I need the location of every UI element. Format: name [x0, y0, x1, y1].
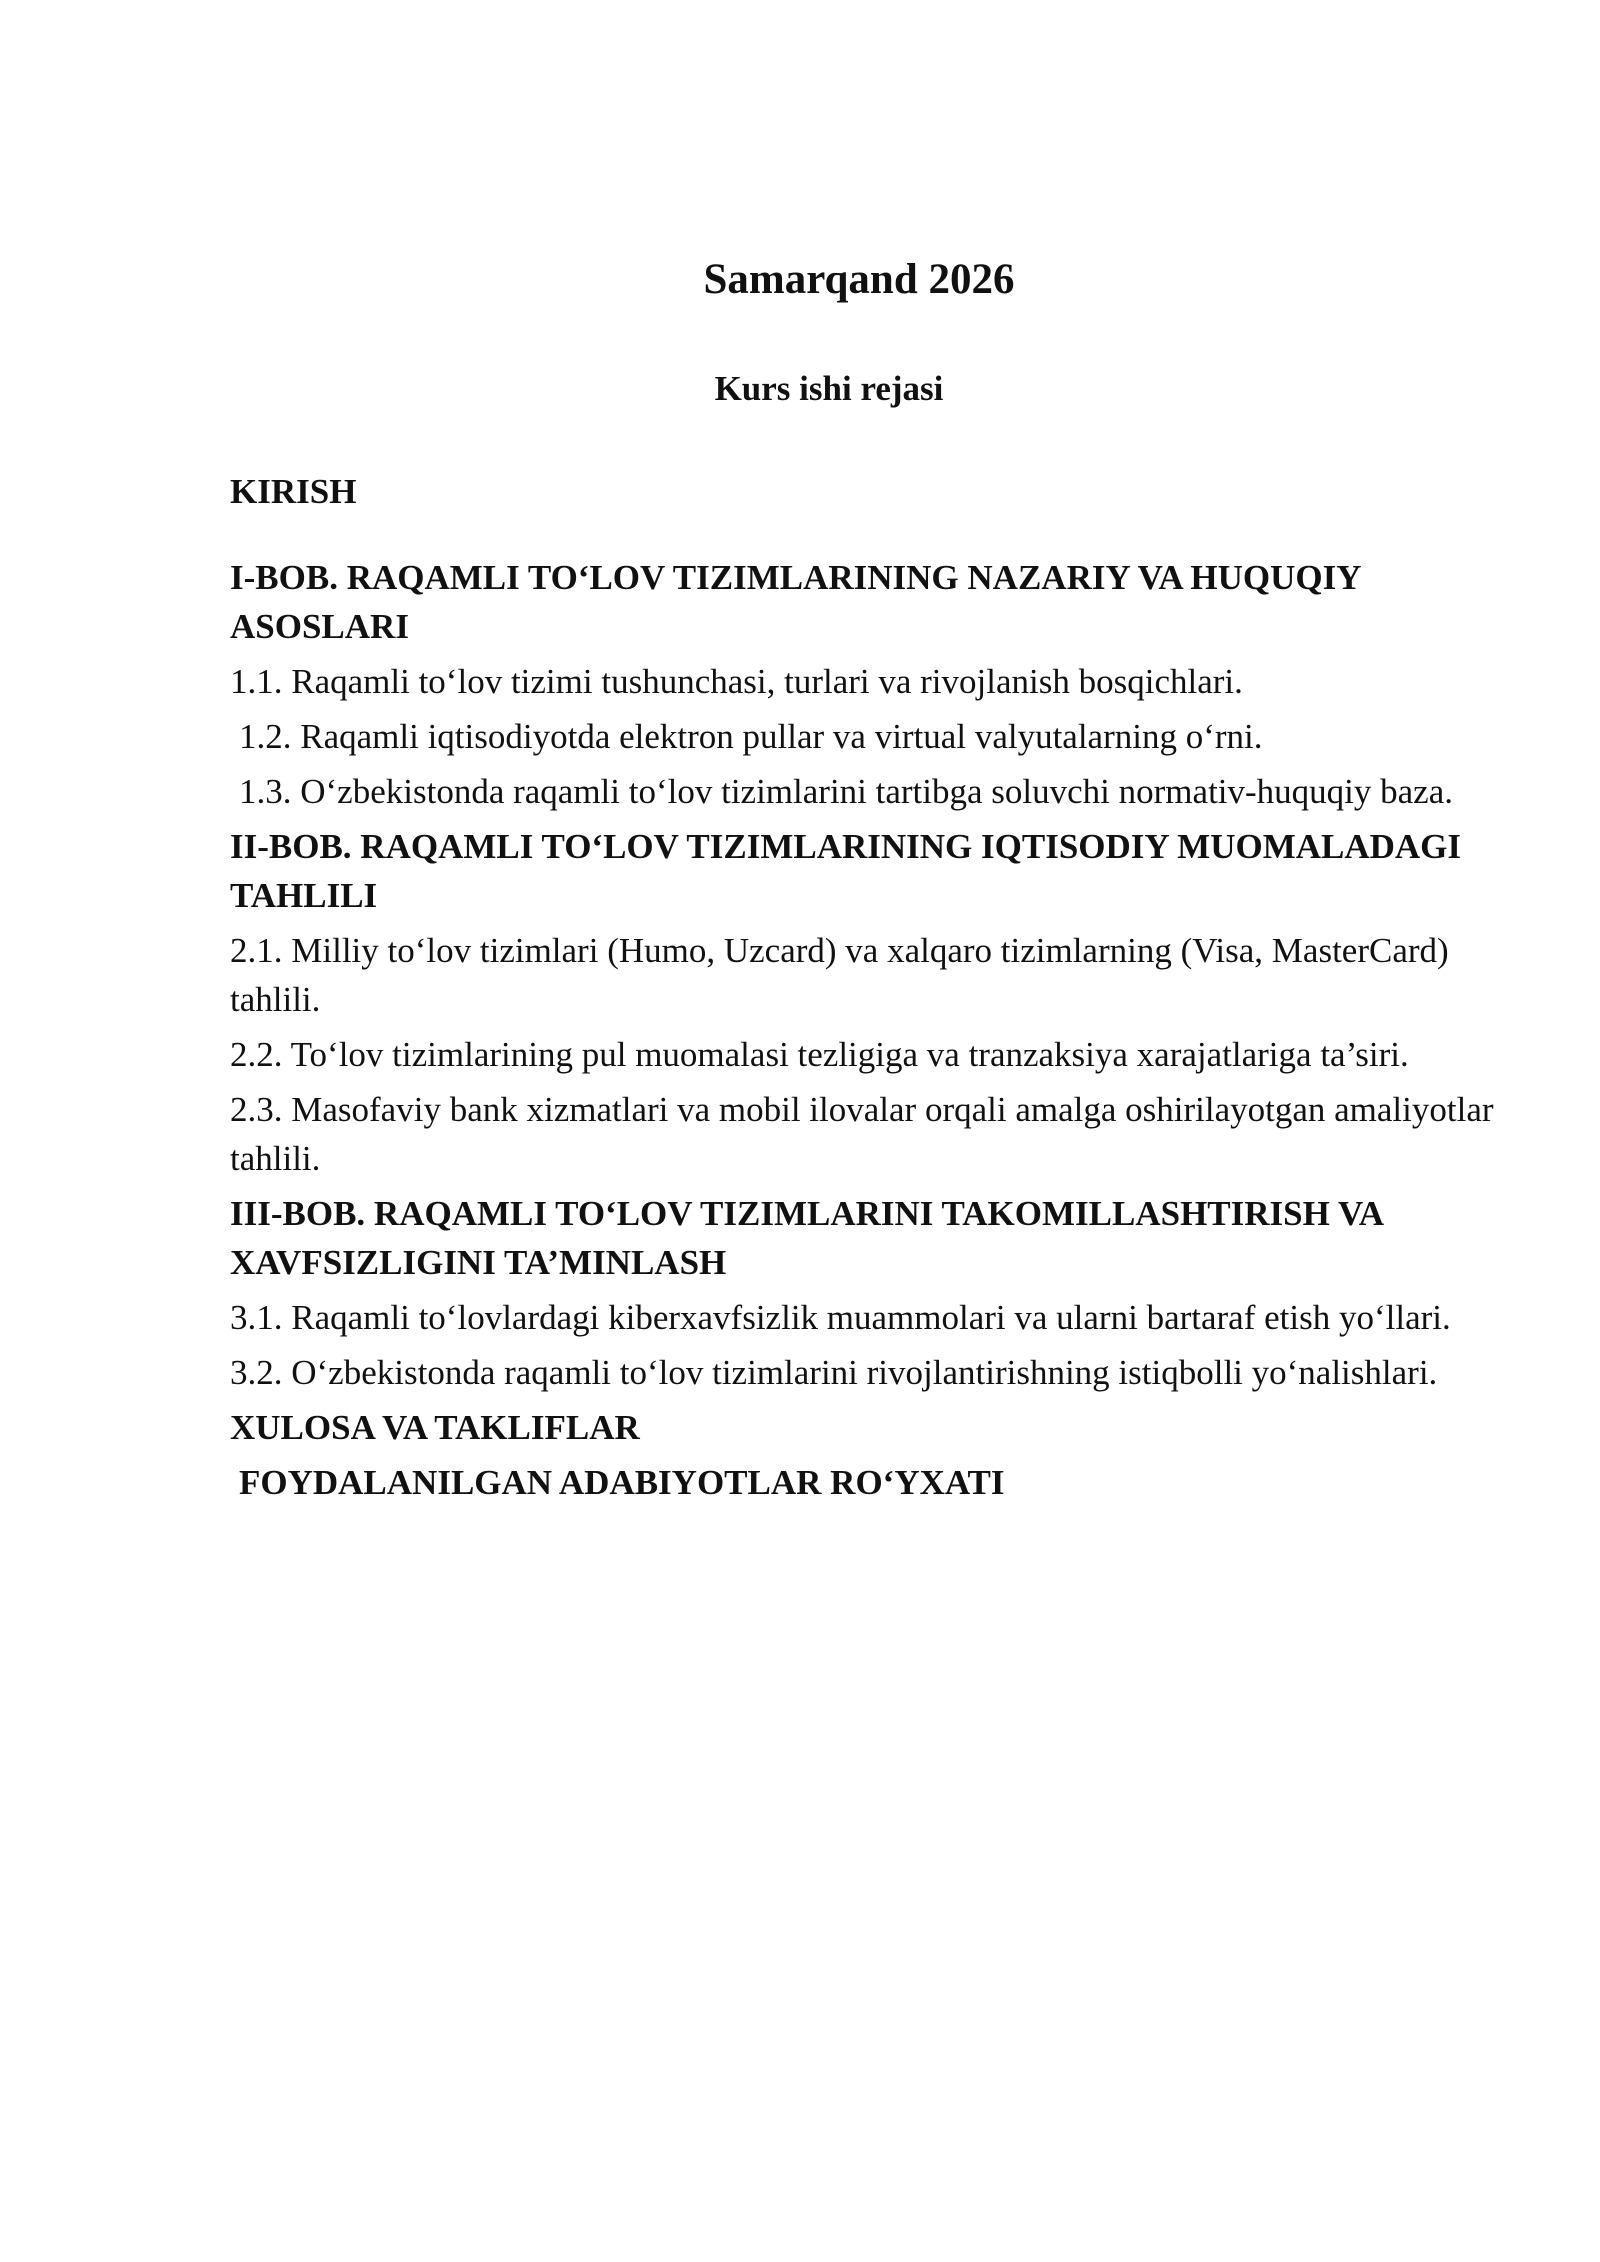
plan-title: Kurs ishi rejasi [714, 369, 944, 408]
section-2-2: 2.2. To‘lov tizimlarining pul muomalasi tezligiga va tranzaksiya xarajatlariga ta’siri. [230, 1035, 1409, 1074]
section-1-2: 1.2. Raqamli iqtisodiyotda elektron pullar va virtual valyutalarning o‘rni. [239, 717, 1263, 756]
chapter-2-heading: II-BOB. RAQAMLI TO‘LOV TIZIMLARINING IQTISODIY MUOMALADAGI TAHLILI [230, 827, 1462, 915]
section-3-1: 3.1. Raqamli to‘lovlardagi kiberxavfsizlik muammolari va ularni bartaraf etish yo‘llari. [230, 1298, 1451, 1337]
table-of-contents [230, 467, 1510, 1513]
chapter-3-heading: III-BOB. RAQAMLI TO‘LOV TIZIMLARINI TAKOMILLASHTIRISH VA XAVFSIZLIGINI TA’MINLASH [230, 1194, 1383, 1282]
chapter-1-heading: I-BOB. RAQAMLI TO‘LOV TIZIMLARINING NAZARIY VA HUQUQIY ASOSLARI [230, 558, 1361, 646]
section-2-1: 2.1. Milliy to‘lov tizimlari (Humo, Uzcard) va xalqaro tizimlarning (Visa, MasterCard) tahlili. [230, 931, 1449, 1019]
section-1-1: 1.1. Raqamli to‘lov tizimi tushunchasi, turlari va rivojlanish bosqichlari. [230, 662, 1243, 701]
city-year: Samarqand 2026 [703, 256, 1015, 303]
section-1-3: 1.3. O‘zbekistonda raqamli to‘lov tizimlarini tartibga soluvchi normativ-huquqiy baza. [239, 772, 1453, 811]
section-3-2: 3.2. O‘zbekistonda raqamli to‘lov tizimlarini rivojlantirishning istiqbolli yo‘nalishlari. [230, 1353, 1438, 1392]
intro-heading: KIRISH [230, 472, 357, 511]
section-2-3: 2.3. Masofaviy bank xizmatlari va mobil ilovalar orqali amalga oshirilayotgan amaliyotlar tahlili. [230, 1090, 1494, 1178]
references-heading: FOYDALANILGAN ADABIYOTLAR RO‘YXATI [239, 1463, 1005, 1502]
conclusion-heading: XULOSA VA TAKLIFLAR [230, 1408, 640, 1447]
